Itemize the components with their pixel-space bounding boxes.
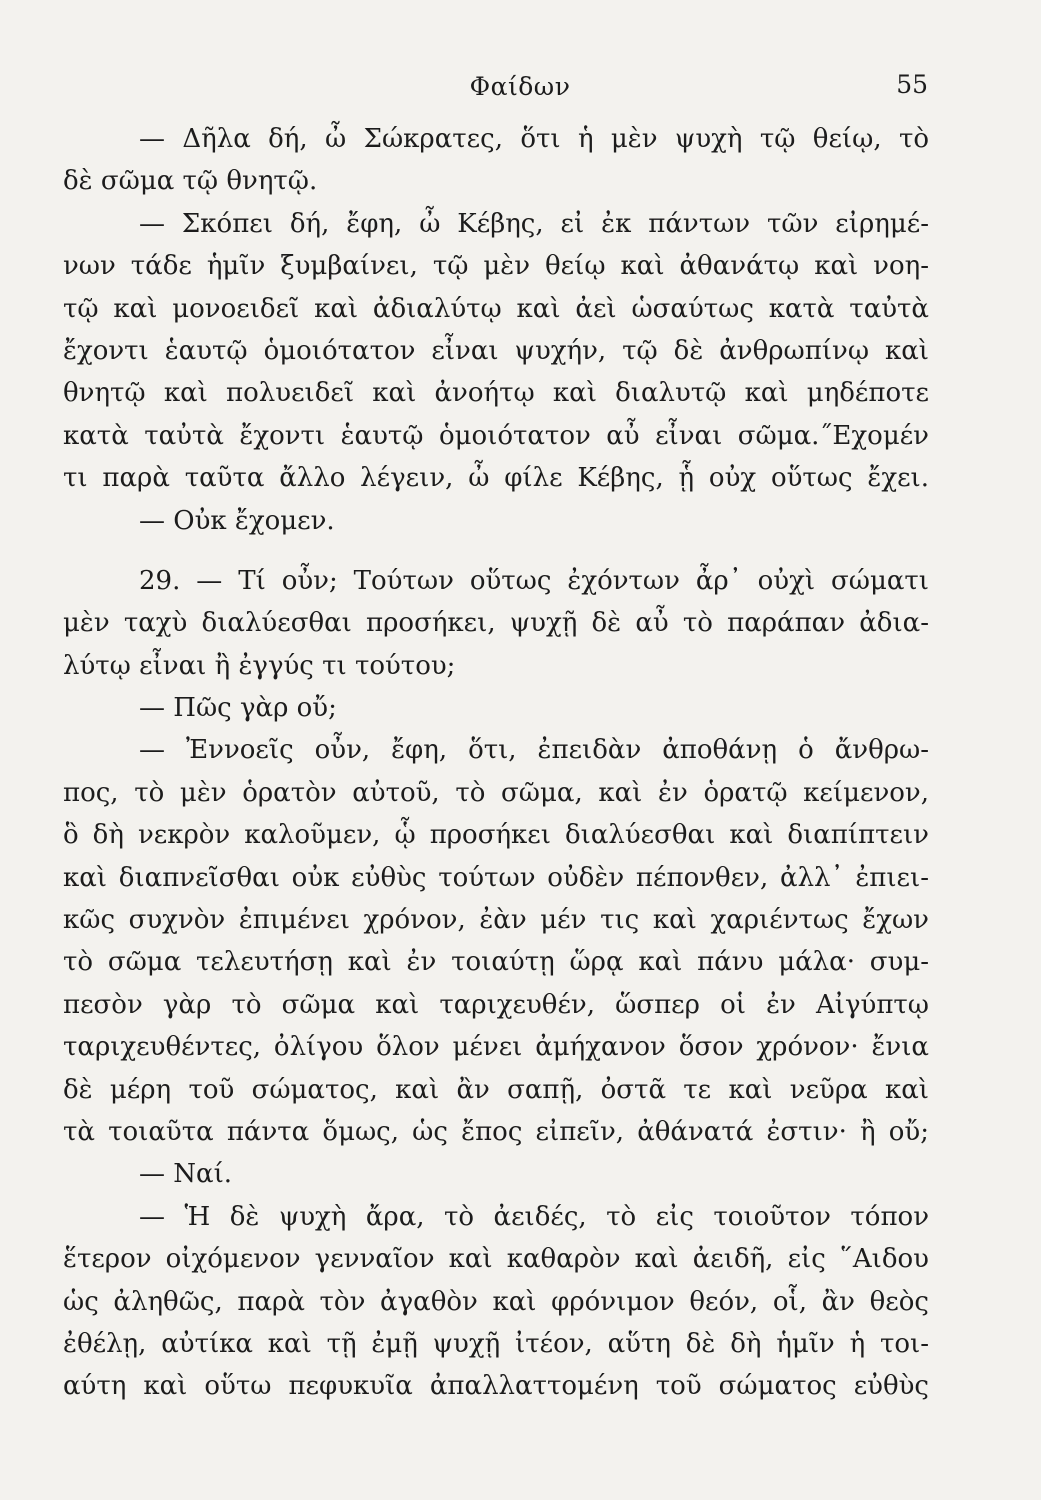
text-line: ἐθέλῃ, αὐτίκα καὶ τῇ ἐμῇ ψυχῇ ἰτέον, αὕτη δὲ δὴ ἡμῖν ἡ τοι- xyxy=(63,1328,929,1359)
text-line: ταριχευθέντες, ὀλίγου ὅλον μένει ἀμήχανον ὅσον χρόνον· ἔνια xyxy=(63,1032,929,1063)
text-line: ὡς ἀληθῶς, παρὰ τὸν ἀγαθὸν καὶ φρόνιμον θεόν, οἷ, ἂν θεὸς xyxy=(63,1286,929,1317)
text-line: νων τάδε ἡμῖν ξυμβαίνει, τῷ μὲν θείῳ καὶ ἀθανάτῳ καὶ νοη- xyxy=(63,251,929,282)
text-line: — Ἡ δὲ ψυχὴ ἄρα, τὸ ἀειδές, τὸ εἰς τοιοῦτον τόπον xyxy=(139,1201,929,1232)
text-line: ἔχοντι ἑαυτῷ ὁμοιότατον εἶναι ψυχήν, τῷ δὲ ἀνθρωπίνῳ καὶ xyxy=(63,335,929,366)
text-line: θνητῷ καὶ πολυειδεῖ καὶ ἀνοήτῳ καὶ διαλυτῷ καὶ μηδέποτε xyxy=(63,378,929,409)
text-line: — Δῆλα δή, ὦ Σώκρατες, ὅτι ἡ μὲν ψυχὴ τῷ θείῳ, τὸ xyxy=(139,124,929,154)
text-line: κατὰ ταὐτὰ ἔχοντι ἑαυτῷ ὁμοιότατον αὖ εἶναι σῶμα.˝Εχομέν xyxy=(63,420,929,451)
text-line: πος, τὸ μὲν ὁρατὸν αὐτοῦ, τὸ σῶμα, καὶ ἐν ὁρατῷ κείμενον, xyxy=(63,777,929,808)
text-line: πεσὸν γὰρ τὸ σῶμα καὶ ταριχευθέν, ὥσπερ οἱ ἐν Αἰγύπτῳ xyxy=(63,989,929,1020)
text-line: 29. — Τί οὖν; Τούτων οὕτως ἐχόντων ἆρ᾽ οὐχὶ σώματι xyxy=(139,565,929,596)
main-text xyxy=(63,118,929,1408)
text-line: τῷ καὶ μονοειδεῖ καὶ ἀδιαλύτῳ καὶ ἀεὶ ὡσαύτως κατὰ ταὐτὰ xyxy=(63,293,929,324)
section-gap xyxy=(63,542,929,560)
text-line: — Οὐκ ἔχομεν. xyxy=(139,505,335,536)
text-line: ὃ δὴ νεκρὸν καλοῦμεν, ᾧ προσήκει διαλύεσθαι καὶ διαπίπτειν xyxy=(63,820,929,851)
text-line: λύτῳ εἶναι ἢ ἐγγύς τι τούτου; xyxy=(63,650,456,681)
text-line: — Ἐννοεῖς οὖν, ἔφη, ὅτι, ἐπειδὰν ἀποθάνῃ ὁ ἄνθρω- xyxy=(139,735,929,766)
text-line: — Ναί. xyxy=(139,1159,233,1190)
page-number: 55 xyxy=(896,70,928,99)
text-line: τι παρὰ ταῦτα ἄλλο λέγειν, ὦ φίλε Κέβης, ᾗ οὐχ οὕτως ἔχει. xyxy=(63,463,929,494)
text-line: ἕτερον οἰχόμενον γενναῖον καὶ καθαρὸν καὶ ἀειδῆ, εἰς ῞Αιδου xyxy=(63,1244,929,1275)
text-line: καὶ διαπνεῖσθαι οὐκ εὐθὺς τούτων οὐδὲν πέπονθεν, ἀλλ᾽ ἐπιει- xyxy=(63,862,929,893)
text-line: τὰ τοιαῦτα πάντα ὅμως, ὡς ἔπος εἰπεῖν, ἀθάνατά ἐστιν· ἢ οὔ; xyxy=(63,1116,929,1147)
text-line: δὲ μέρη τοῦ σώματος, καὶ ἂν σαπῇ, ὀστᾶ τε καὶ νεῦρα καὶ xyxy=(63,1074,929,1105)
text-line: τὸ σῶμα τελευτήσῃ καὶ ἐν τοιαύτῃ ὥρᾳ καὶ πάνυ μάλα· συμ- xyxy=(63,947,929,978)
text-line: αύτη καὶ οὕτω πεφυκυῖα ἀπαλλαττομένη τοῦ σώματος εὐθὺς xyxy=(63,1371,929,1402)
text-line: — Πῶς γὰρ οὔ; xyxy=(139,693,337,724)
running-title: Φαίδων xyxy=(469,72,571,101)
text-line: κῶς συχνὸν ἐπιμένει χρόνον, ἐὰν μέν τις καὶ χαριέντως ἔχων xyxy=(63,905,929,936)
text-line: — Σκόπει δή, ἔφη, ὦ Κέβης, εἰ ἐκ πάντων τῶν εἰρημέ- xyxy=(139,208,929,239)
text-line: δὲ σῶμα τῷ θνητῷ. xyxy=(63,166,318,197)
text-line: μὲν ταχὺ διαλύεσθαι προσήκει, ψυχῇ δὲ αὖ τὸ παράπαν ἀδια- xyxy=(63,608,929,639)
